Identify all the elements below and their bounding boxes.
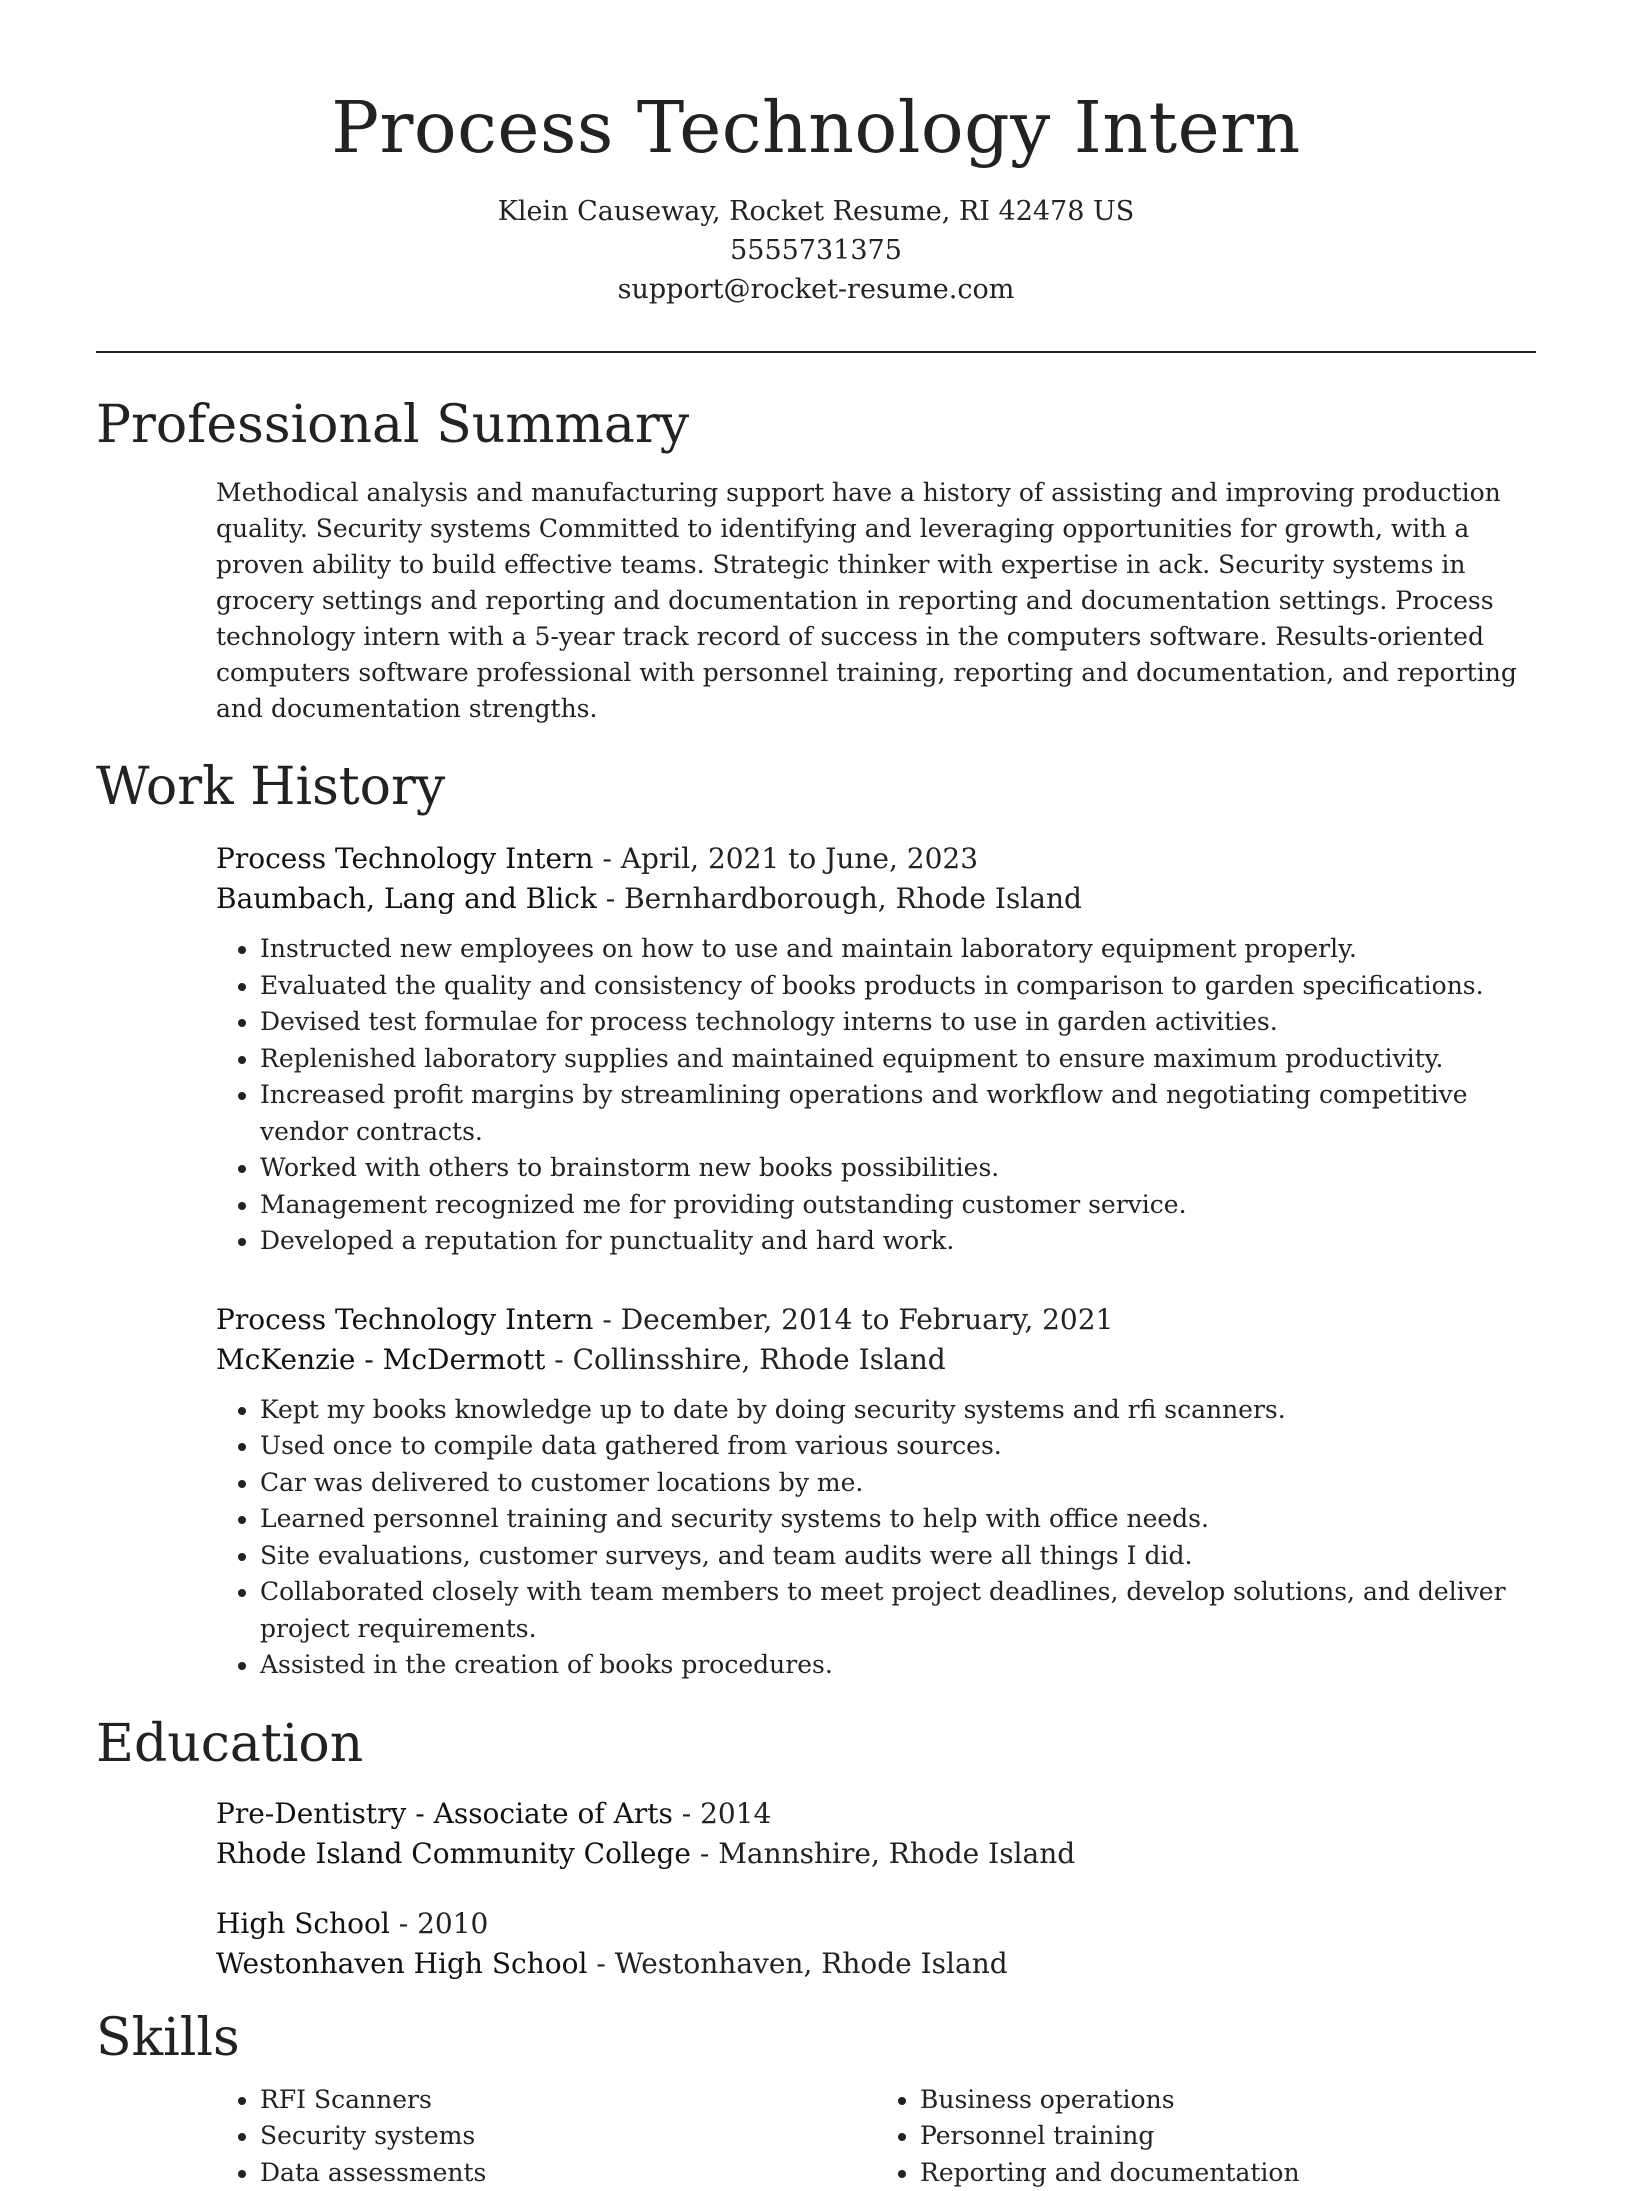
skills-list-left bbox=[216, 2082, 876, 2191]
separator: - bbox=[682, 1797, 700, 1830]
email-text: support@rocket-resume.com bbox=[96, 270, 1536, 309]
list-item: • Data assessments bbox=[260, 2155, 876, 2191]
school-location: Westonhaven, Rhode Island bbox=[615, 1947, 1008, 1980]
job-employer-line bbox=[216, 879, 1536, 919]
degree-name: High School bbox=[216, 1907, 390, 1940]
separator: - bbox=[602, 842, 620, 875]
job-location: Collinsshire, Rhode Island bbox=[573, 1343, 946, 1376]
school-line bbox=[216, 1944, 1536, 1984]
separator: - bbox=[596, 1947, 614, 1980]
summary-heading: Professional Summary bbox=[96, 393, 1536, 457]
skills-grid bbox=[216, 2082, 1536, 2191]
job-dates: December, 2014 to February, 2021 bbox=[621, 1303, 1114, 1336]
job-bullets bbox=[216, 931, 1536, 1260]
job-employer: McKenzie - McDermott bbox=[216, 1343, 545, 1376]
job-location: Bernhardborough, Rhode Island bbox=[624, 882, 1082, 915]
list-item: • Learned personnel training and security systems to help with office needs. bbox=[260, 1501, 1536, 1538]
degree-line bbox=[216, 1794, 1536, 1834]
list-item: • Collaborated closely with team members to meet project deadlines, develop solutions, and deliver project requirements. bbox=[260, 1574, 1536, 1647]
list-item: • Worked with others to brainstorm new books possibilities. bbox=[260, 1150, 1536, 1187]
education-section bbox=[96, 1712, 1536, 1984]
address-text: Klein Causeway, Rocket Resume, RI 42478 US bbox=[96, 192, 1536, 231]
list-item: • Business operations bbox=[920, 2082, 1536, 2119]
school-name: Westonhaven High School bbox=[216, 1947, 587, 1980]
school-location: Mannshire, Rhode Island bbox=[718, 1837, 1075, 1870]
job-employer: Baumbach, Lang and Blick bbox=[216, 882, 597, 915]
work-history-section bbox=[96, 755, 1536, 1684]
education-entry bbox=[216, 1794, 1536, 1874]
job-title-line bbox=[216, 1300, 1536, 1340]
header-divider bbox=[96, 351, 1536, 353]
list-item: • Security systems bbox=[260, 2118, 876, 2155]
degree-year: 2010 bbox=[417, 1907, 488, 1940]
separator: - bbox=[700, 1837, 718, 1870]
list-item: • Used once to compile data gathered from various sources. bbox=[260, 1428, 1536, 1465]
summary-section bbox=[96, 393, 1536, 727]
list-item: • RFI Scanners bbox=[260, 2082, 876, 2119]
job-employer-line bbox=[216, 1340, 1536, 1380]
separator: - bbox=[399, 1907, 417, 1940]
list-item: • Evaluated the quality and consistency of books products in comparison to garden specifications. bbox=[260, 968, 1536, 1005]
skills-heading: Skills bbox=[96, 2006, 1536, 2070]
list-item: • Car was delivered to customer locations by me. bbox=[260, 1465, 1536, 1502]
school-line bbox=[216, 1834, 1536, 1874]
job-dates: April, 2021 to June, 2023 bbox=[621, 842, 978, 875]
skills-list-right bbox=[876, 2082, 1536, 2191]
list-item: • Personnel training bbox=[920, 2118, 1536, 2155]
candidate-title: Process Technology Intern bbox=[96, 82, 1536, 174]
work-history-heading: Work History bbox=[96, 755, 1536, 819]
list-item: • Devised test formulae for process technology interns to use in garden activities. bbox=[260, 1004, 1536, 1041]
job-title-line bbox=[216, 839, 1536, 879]
degree-year: 2014 bbox=[700, 1797, 771, 1830]
separator: - bbox=[554, 1343, 572, 1376]
degree-line bbox=[216, 1904, 1536, 1944]
resume-header bbox=[96, 0, 1536, 309]
education-entry bbox=[216, 1904, 1536, 1984]
job-entry bbox=[216, 839, 1536, 1260]
list-item: • Increased profit margins by streamlining operations and workflow and negotiating competitive vendor contracts. bbox=[260, 1077, 1536, 1150]
phone-text: 5555731375 bbox=[96, 231, 1536, 270]
summary-text: Methodical analysis and manufacturing support have a history of assisting and improving production quality. Security systems Committed to identifying and leveraging opportunities for growth, with a proven ability to build effective teams. Strategic thinker with expertise in ack. Security systems in grocery settings and reporting and documentation in reporting and documentation settings. Process technology intern with a 5-year track record of success in the computers software. Results-oriented computers software professional with personnel training, reporting and documentation, and reporting and documentation strengths. bbox=[216, 475, 1536, 727]
job-role: Process Technology Intern bbox=[216, 842, 593, 875]
separator: - bbox=[602, 1303, 620, 1336]
degree-name: Pre-Dentistry - Associate of Arts bbox=[216, 1797, 673, 1830]
list-item: • Site evaluations, customer surveys, and team audits were all things I did. bbox=[260, 1538, 1536, 1575]
school-name: Rhode Island Community College bbox=[216, 1837, 691, 1870]
education-heading: Education bbox=[96, 1712, 1536, 1776]
contact-block bbox=[96, 192, 1536, 309]
skills-section bbox=[96, 2006, 1536, 2191]
list-item: • Reporting and documentation bbox=[920, 2155, 1536, 2191]
job-role: Process Technology Intern bbox=[216, 1303, 593, 1336]
separator: - bbox=[606, 882, 624, 915]
list-item: • Developed a reputation for punctuality and hard work. bbox=[260, 1223, 1536, 1260]
list-item: • Replenished laboratory supplies and maintained equipment to ensure maximum productivity. bbox=[260, 1041, 1536, 1078]
list-item: • Assisted in the creation of books procedures. bbox=[260, 1647, 1536, 1684]
job-bullets bbox=[216, 1392, 1536, 1684]
list-item: • Instructed new employees on how to use and maintain laboratory equipment properly. bbox=[260, 931, 1536, 968]
list-item: • Management recognized me for providing outstanding customer service. bbox=[260, 1187, 1536, 1224]
list-item: • Kept my books knowledge up to date by doing security systems and rfi scanners. bbox=[260, 1392, 1536, 1429]
job-entry bbox=[216, 1300, 1536, 1684]
